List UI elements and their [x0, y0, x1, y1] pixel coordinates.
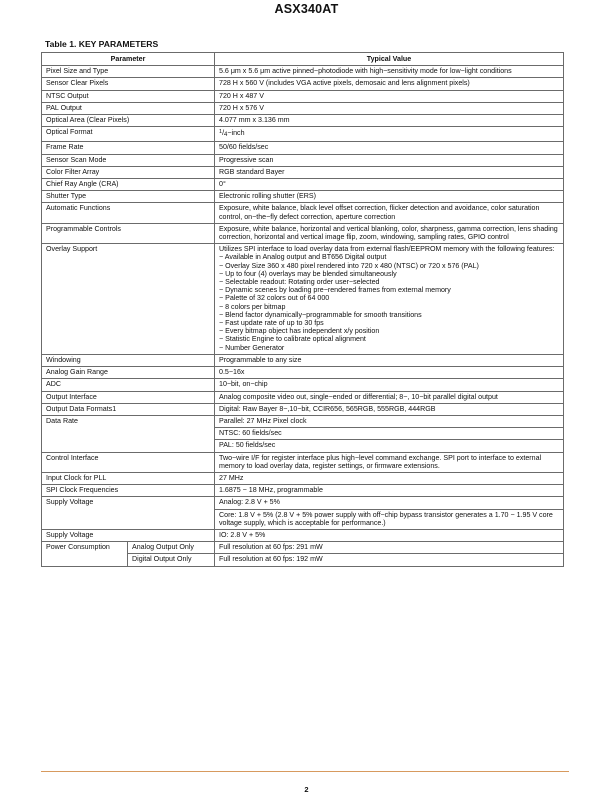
param-label: Pixel Size and Type [42, 66, 215, 78]
table-row [42, 166, 564, 178]
param-value: Programmable to any size [215, 354, 564, 366]
param-value: 0.5−16x [215, 367, 564, 379]
overlay-intro: Utilizes SPI interface to load overlay data from external flash/EEPROM memory with the following features: [219, 245, 555, 254]
table-row [42, 452, 564, 472]
key-parameters-table [41, 52, 564, 567]
table-title: Table 1. KEY PARAMETERS [45, 39, 159, 49]
table-row [42, 244, 564, 355]
overlay-feature: − Number Generator [219, 343, 285, 352]
table-row [42, 354, 564, 366]
param-label: PAL Output [42, 102, 215, 114]
overlay-feature: − Dynamic scenes by loading pre−rendered frames from external memory [219, 286, 451, 295]
footer-rule [41, 771, 569, 772]
optical-format-unit: −inch [227, 129, 245, 138]
table-row [42, 78, 564, 90]
param-value: RGB standard Bayer [215, 166, 564, 178]
table-row [42, 179, 564, 191]
param-value: Full resolution at 60 fps: 291 mW [215, 542, 564, 554]
param-value: Full resolution at 60 fps: 192 mW [215, 554, 564, 566]
table-row [42, 542, 564, 554]
param-value [215, 244, 564, 355]
param-sublabel: Digital Output Only [128, 554, 215, 566]
param-label: Frame Rate [42, 142, 215, 154]
param-sublabel: Analog Output Only [128, 542, 215, 554]
param-value: $^1$/4−inch [215, 127, 564, 142]
param-value: IO: 2.8 V + 5% [215, 529, 564, 541]
param-value: Exposure, white balance, black level offset correction, flicker detection and avoidance, color saturation control, on−the−fly defect correction, aperture correction [215, 203, 564, 223]
table-row [42, 223, 564, 243]
param-value: Analog composite video out, single−ended or differential; 8−, 10−bit parallel digital output [215, 391, 564, 403]
param-value: 0° [215, 179, 564, 191]
table-row [42, 367, 564, 379]
table-row [42, 497, 564, 509]
param-value: NTSC: 60 fields/sec [215, 428, 564, 440]
param-label: ADC [42, 379, 215, 391]
param-value: Analog: 2.8 V + 5% [215, 497, 564, 509]
param-value: 1.6875 − 18 MHz, programmable [215, 485, 564, 497]
param-value: 720 H x 576 V [215, 102, 564, 114]
overlay-feature: − Overlay Size 360 x 480 pixel rendered into 720 x 480 (NTSC) or 720 x 576 (PAL) [219, 261, 479, 270]
overlay-feature: − Blend factor dynamically−programmable for smooth transitions [219, 310, 422, 319]
param-value: Digital: Raw Bayer 8−,10−bit, CCIR656, 565RGB, 555RGB, 444RGB [215, 403, 564, 415]
param-value: 5.6 μm x 5.6 μm active pinned−photodiode with high−sensitivity mode for low−light conditions [215, 66, 564, 78]
param-value: Progressive scan [215, 154, 564, 166]
param-value: 728 H x 560 V (includes VGA active pixels, demosaic and lens alignment pixels) [215, 78, 564, 90]
overlay-feature: − Up to four (4) overlays may be blended simultaneously [219, 269, 397, 278]
overlay-feature: − Palette of 32 colors out of 64 000 [219, 294, 330, 303]
param-value: 50/60 fields/sec [215, 142, 564, 154]
param-value: 720 H x 487 V [215, 90, 564, 102]
param-value: PAL: 50 fields/sec [215, 440, 564, 452]
table-row [42, 127, 564, 142]
overlay-feature: − 8 colors per bitmap [219, 302, 286, 311]
fraction-denominator: 4 [224, 132, 228, 139]
param-label: Chief Ray Angle (CRA) [42, 179, 215, 191]
param-label: Power Consumption [42, 542, 128, 566]
param-label: Color Filter Array [42, 166, 215, 178]
table-row [42, 191, 564, 203]
table-row [42, 485, 564, 497]
column-header-typical-value: Typical Value [215, 53, 564, 66]
table-row [42, 154, 564, 166]
param-label: Shutter Type [42, 191, 215, 203]
table-row [42, 203, 564, 223]
table-row [42, 142, 564, 154]
table-row [42, 391, 564, 403]
table-row [42, 472, 564, 484]
table-header-row [42, 53, 564, 66]
column-header-parameter: Parameter [42, 53, 215, 66]
param-label: Overlay Support [42, 244, 215, 355]
table-row [42, 115, 564, 127]
param-label: Windowing [42, 354, 215, 366]
param-label: Input Clock for PLL [42, 472, 215, 484]
table-row [42, 403, 564, 415]
param-label: Output Interface [42, 391, 215, 403]
overlay-feature: − Statistic Engine to calibrate optical alignment [219, 335, 366, 344]
fraction-numerator: 1 [219, 129, 223, 136]
param-label: Optical Format [42, 127, 215, 142]
param-label: Output Data Formats1 [42, 403, 215, 415]
param-value: Core: 1.8 V + 5% (2.8 V + 5% power supply with off−chip bypass transistor generates a 1.70 − 1.95 V core voltage supply, which is acceptable for performance.) [215, 509, 564, 529]
param-label: Supply Voltage [42, 529, 215, 541]
overlay-feature: − Every bitmap object has independent x/y position [219, 327, 380, 336]
param-value: 27 MHz [215, 472, 564, 484]
overlay-feature: − Fast update rate of up to 30 fps [219, 319, 324, 328]
document-header: ASX340AT [274, 2, 339, 16]
param-label: Analog Gain Range [42, 367, 215, 379]
table-row [42, 529, 564, 541]
param-label: Control Interface [42, 452, 215, 472]
overlay-feature: − Selectable readout: Rotating order user−selected [219, 278, 380, 287]
param-value: Parallel: 27 MHz Pixel clock [215, 415, 564, 427]
param-label: Supply Voltage [42, 497, 215, 530]
param-label: Sensor Scan Mode [42, 154, 215, 166]
param-value: 4.077 mm x 3.136 mm [215, 115, 564, 127]
page-number: 2 [304, 785, 309, 794]
param-label: Optical Area (Clear Pixels) [42, 115, 215, 127]
table-row [42, 379, 564, 391]
param-value: Electronic rolling shutter (ERS) [215, 191, 564, 203]
table-row [42, 90, 564, 102]
overlay-feature: − Available in Analog output and BT656 Digital output [219, 253, 387, 262]
table-row [42, 66, 564, 78]
param-label: Automatic Functions [42, 203, 215, 223]
table-row [42, 415, 564, 427]
param-value: Exposure, white balance, horizontal and vertical blanking, color, sharpness, gamma correction, lens shading correction, horizontal and vertical image flip, zoom, windowing, sampling rates, GPIO control [215, 223, 564, 243]
param-label: SPI Clock Frequencies [42, 485, 215, 497]
table-row [42, 102, 564, 114]
param-label: Programmable Controls [42, 223, 215, 243]
param-label: Sensor Clear Pixels [42, 78, 215, 90]
param-label: Data Rate [42, 415, 215, 452]
param-label: NTSC Output [42, 90, 215, 102]
param-value: 10−bit, on−chip [215, 379, 564, 391]
param-value: Two−wire I/F for register interface plus high−level command exchange. SPI port to interface to external memory to load overlay data, register settings, or firmware extensions. [215, 452, 564, 472]
